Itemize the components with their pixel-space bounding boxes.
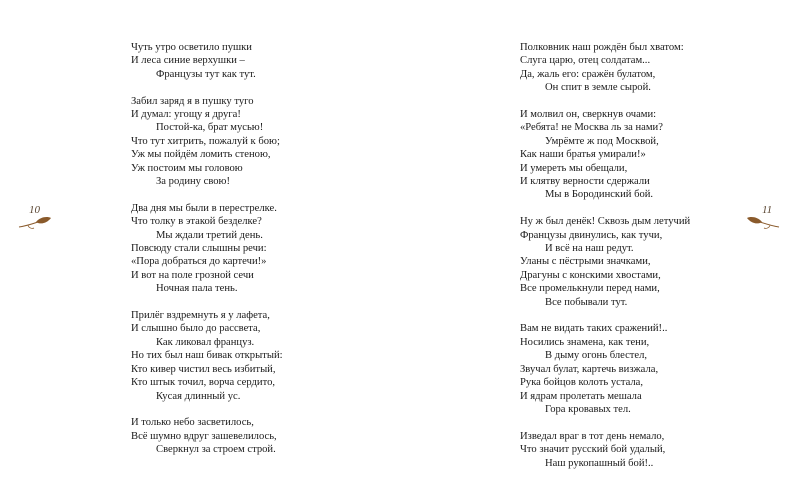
- poem-line: Французы двинулись, как тучи,: [520, 229, 663, 241]
- poem-text-left: [131, 41, 351, 470]
- stanza: [520, 108, 750, 202]
- poem-line: И думал: угощу я друга!: [131, 109, 241, 121]
- poem-line: Звучал булат, картечь визжала,: [520, 363, 659, 375]
- poem-line: В дыму огонь блестел,: [545, 350, 648, 362]
- poem-line: И леса синие верхушки –: [131, 55, 245, 67]
- poem-line: Уж постоим мы головою: [131, 162, 243, 174]
- poem-line: И всё на наш редут.: [545, 243, 634, 255]
- poem-line: Как ликовал француз.: [156, 336, 255, 348]
- poem-line: Два дня мы были в перестрелке.: [131, 202, 277, 214]
- poem-line: Сверкнул за строем строй.: [156, 444, 276, 456]
- poem-line: Что толку в этакой безделке?: [131, 216, 262, 228]
- page-number-right: 11: [762, 204, 773, 216]
- poem-line: За родину свою!: [156, 176, 230, 188]
- leaf-flourish-icon: [746, 216, 780, 230]
- poem-line: Все побывали тут.: [545, 296, 628, 308]
- poem-line: И ядрам пролетать мешала: [520, 390, 642, 402]
- poem-line: Слуга царю, отец солдатам...: [520, 55, 651, 67]
- poem-line: Французы тут как тут.: [156, 68, 256, 80]
- leaf-flourish-icon: [18, 216, 52, 230]
- stanza: [131, 95, 351, 189]
- poem-line: Всё шумно вдруг зашевелилось,: [131, 430, 277, 442]
- stanza: [131, 41, 351, 81]
- poem-line: Ночная пала тень.: [156, 283, 238, 295]
- stanza: [131, 202, 351, 296]
- stanza: [520, 41, 750, 95]
- poem-line: «Ребята! не Москва ль за нами?: [520, 122, 663, 134]
- poem-text-right: [520, 41, 750, 483]
- page-number-left: 10: [29, 204, 40, 216]
- poem-line: Кто штык точил, ворча сердито,: [131, 377, 276, 389]
- poem-line: Уланы с пёстрыми значками,: [520, 256, 651, 268]
- poem-line: Мы в Бородинский бой.: [545, 189, 654, 201]
- poem-line: И слышно было до рассвета,: [131, 323, 261, 335]
- poem-line: И клятву верности сдержали: [520, 176, 650, 188]
- poem-line: Повсюду стали слышны речи:: [131, 243, 267, 255]
- poem-line: Постой-ка, брат мусью!: [156, 122, 264, 134]
- poem-line: Драгуны с конскими хвостами,: [520, 269, 661, 281]
- poem-line: Рука бойцов колоть устала,: [520, 377, 644, 389]
- poem-line: Но тих был наш бивак открытый:: [131, 350, 283, 362]
- poem-line: «Пора добраться до картечи!»: [131, 256, 267, 268]
- poem-line: Полковник наш рождён был хватом:: [520, 42, 684, 53]
- left-folio: [18, 204, 52, 230]
- poem-line: Уж мы пойдём ломить стеною,: [131, 149, 271, 161]
- poem-line: И вот на поле грозной сечи: [131, 269, 254, 281]
- stanza: [520, 430, 750, 470]
- stanza: [520, 215, 750, 309]
- poem-line: И умереть мы обещали,: [520, 162, 628, 174]
- poem-line: И молвил он, сверкнув очами:: [520, 109, 657, 121]
- stanza: [131, 309, 351, 403]
- poem-line: Вам не видать таких сражений!..: [520, 323, 668, 335]
- stanza: [131, 416, 351, 456]
- poem-line: Чуть утро осветило пушки: [131, 42, 252, 53]
- poem-line: Изведал враг в тот день немало,: [520, 430, 665, 442]
- poem-line: Он спит в земле сырой.: [545, 82, 651, 94]
- poem-line: Кусая длинный ус.: [156, 390, 241, 402]
- poem-line: Мы ждали третий день.: [156, 229, 263, 241]
- right-page: [400, 0, 800, 483]
- right-folio: [746, 204, 780, 230]
- poem-line: Кто кивер чистил весь избитый,: [131, 363, 276, 375]
- poem-line: Умрёмте ж под Москвой,: [545, 135, 659, 147]
- poem-line: Прилёг вздремнуть я у лафета,: [131, 310, 270, 322]
- poem-line: Носились знамена, как тени,: [520, 336, 650, 348]
- poem-line: Да, жаль его: сражён булатом,: [520, 68, 656, 80]
- poem-line: Гора кровавых тел.: [545, 403, 631, 415]
- stanza: [520, 322, 750, 416]
- poem-line: Как наши братья умирали!»: [520, 149, 646, 161]
- poem-line: Что тут хитрить, пожалуй к бою;: [131, 135, 280, 147]
- poem-line: Забил заряд я в пушку туго: [131, 95, 254, 107]
- poem-line: Все промелькнули перед нами,: [520, 283, 660, 295]
- poem-line: И только небо засветилось,: [131, 417, 254, 429]
- poem-line: Наш рукопашный бой!..: [545, 457, 654, 469]
- poem-line: Что значит русский бой удалый,: [520, 444, 666, 456]
- poem-line: Ну ж был денёк! Сквозь дым летучий: [520, 216, 691, 228]
